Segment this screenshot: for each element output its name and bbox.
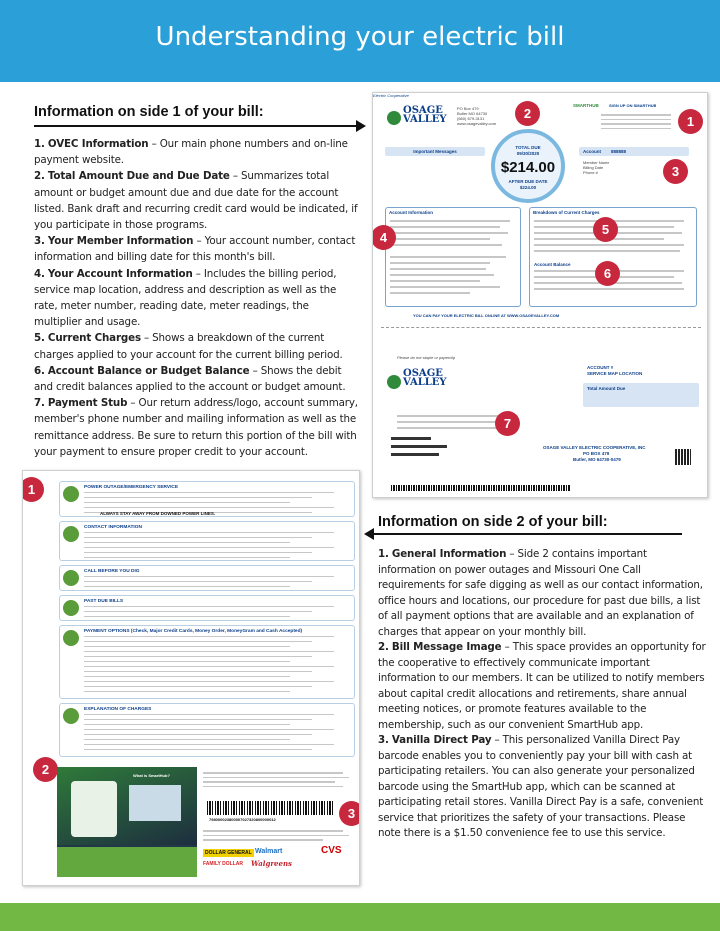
barcode-number: 798000023800007027320800000012: [209, 817, 276, 822]
stub-account-label: ACCOUNT #: [587, 365, 614, 370]
callout-badge-side2-1: 1: [22, 477, 44, 502]
side2-item-1: [378, 547, 706, 640]
bill1-smarthub-logo: SMARTHUB: [573, 103, 599, 108]
side1-item-3: [34, 233, 358, 265]
retailer-logos: [203, 845, 359, 883]
side1-item-2: [34, 168, 358, 233]
section-icon: [63, 526, 79, 542]
bill1-logo: OSAGE VALLEY: [403, 105, 447, 125]
vanilla-barcode: [207, 801, 335, 815]
page-title: Understanding your electric bill: [155, 22, 565, 52]
section-heading: CALL BEFORE YOU DIG: [84, 569, 140, 574]
callout-badge-7: 7: [495, 411, 520, 436]
item-number: 2.: [34, 170, 45, 183]
item-number: 5.: [34, 332, 45, 345]
bill1-logo-sub: Electric Cooperative: [373, 93, 409, 98]
item-title: Your Member Information: [47, 235, 194, 248]
vanilla-fine-print: [203, 827, 353, 841]
item-title: General Information: [391, 548, 507, 560]
side1-item-4: [34, 266, 358, 331]
item-number: 3.: [34, 235, 45, 248]
item-title: Current Charges: [47, 332, 141, 345]
cvs-logo: CVS: [321, 845, 342, 856]
item-title: Your Account Information: [47, 267, 193, 280]
remit-to: OSAGE VALLEY ELECTRIC COOPERATIVE, INC: [543, 445, 646, 450]
bill1-phones: [601, 111, 671, 129]
item-text: – Your account number, contact information and billing date for this month's bill.: [34, 235, 356, 264]
stub-total-bar: Total Amount Due: [583, 383, 699, 407]
bill2-section-5: [59, 625, 355, 699]
stub-notice: Please do not staple or paperclip: [397, 355, 456, 360]
page-header: [0, 0, 720, 82]
side1-arrow: [34, 125, 364, 127]
section-icon: [63, 570, 79, 586]
item-text: – Shows a breakdown of the current charges applied to your account for the current billing period.: [34, 332, 343, 361]
item-text: – Includes the billing period, service map location, address and description as well as the rate, meter number, reading date, meter readings, the multiplier and usage.: [34, 267, 337, 329]
item-number: 1.: [34, 138, 45, 150]
section-heading: PAST DUE BILLS: [84, 599, 124, 604]
total-due-circle: TOTAL DUE 09/30/2020 $214.00 AFTER DUE DATE $224.00: [491, 129, 565, 203]
stub-barcode: [391, 485, 571, 491]
section-heading: CONTACT INFORMATION: [84, 525, 142, 530]
remit-box: PO BOX 479: [583, 451, 610, 456]
account-info-box: Account Information: [385, 207, 521, 307]
stub-map-label: SERVICE MAP LOCATION: [587, 371, 643, 376]
item-number: 1.: [378, 548, 389, 560]
side1-item-6: [34, 363, 358, 395]
bill2-section-6: [59, 703, 355, 757]
family-dollar-logo: FAMILY DOLLAR: [203, 861, 244, 867]
side1-heading: Information on side 1 of your bill:: [34, 104, 264, 120]
bill1-footer-msg: YOU CAN PAY YOUR ELECTRIC BILL ONLINE AT WWW.OSAGEVALLEY.COM: [413, 313, 560, 318]
callout-badge-4: 4: [372, 225, 396, 250]
item-title: Bill Message Image: [391, 641, 502, 653]
walgreens-logo: Walgreens: [251, 859, 292, 868]
item-number: 3.: [378, 734, 389, 746]
stub-line-b: [391, 445, 447, 448]
stub-line-c: [391, 453, 439, 456]
side2-list: [378, 547, 706, 842]
section-heading: EXPLANATION OF CHARGES: [84, 707, 152, 712]
item-text: – Our main phone numbers and on-line payment website.: [34, 138, 348, 167]
item-text: – Shows the debit and credit balances applied to the account or budget amount.: [34, 364, 346, 394]
osage-logo-icon-stub: [387, 375, 401, 389]
callout-badge-side2-2: 2: [33, 757, 58, 782]
dollar-general-logo: DOLLAR GENERAL: [205, 850, 252, 856]
item-text: – Summarizes total amount or budget amount due and due date for the account listed. Bank draft and recurring credit card would be indicated, if you participate in those programs.: [34, 170, 358, 232]
bill-side1-image: [372, 92, 708, 498]
bill2-section-3: [59, 565, 355, 591]
section-icon: [63, 708, 79, 724]
callout-badge-3: 3: [663, 159, 688, 184]
side1-list: [34, 136, 358, 460]
qr-code-icon: [675, 449, 691, 465]
item-text: – Our return address/logo, account summary, member's phone number and mailing information as well as the remittance address. Be sure to return this portion of the bill with your payment to ensure proper credit to your account.: [34, 397, 358, 458]
bill1-amount: $214.00: [500, 159, 556, 176]
bill1-smarthub-label: SIGN UP ON SMARTHUB: [609, 103, 657, 108]
side1-item-5: [34, 330, 358, 362]
item-number: 2.: [378, 641, 389, 653]
side2-item-2: [378, 640, 706, 733]
callout-badge-2: 2: [515, 101, 540, 126]
item-text: – Side 2 contains important information on power outages and Missouri One Call requirements for safe digging as well as our contact information, office hours and locations, our procedure for past due bills, a list of all payment options that are available and an explanation of charges that appear on your monthly bill.: [378, 548, 703, 638]
walmart-logo: Walmart: [255, 848, 283, 855]
section-icon: [63, 486, 79, 502]
member-info: Member Name Billing Date Phone #: [583, 160, 610, 175]
osage-logo-icon: [387, 111, 401, 125]
side2-heading: Information on side 2 of your bill:: [378, 514, 608, 530]
stub-line-a: [391, 437, 431, 440]
account-bar: Account 888888: [579, 147, 689, 156]
phone-icon: [71, 781, 117, 837]
side2-arrow: [366, 533, 682, 535]
bill2-section-1: [59, 481, 355, 517]
side1-item-7: [34, 395, 358, 460]
section-icon: [63, 630, 79, 646]
current-charges-box: Breakdown of Current Charges Account Balance: [529, 207, 697, 307]
item-text: – This personalized Vanilla Direct Pay barcode enables you to conveniently pay your bill with cash at participating retailers. You can also generate your personalized barcode using the SmartHub app, which can be scanned at participating retail stores. Vanilla Direct Pay is a safe, convenient service that prioritizes the safety of your transactions. Please note there is a $1.50 convenience fee to use this service.: [378, 734, 704, 839]
item-number: 6.: [34, 364, 45, 377]
vanilla-direct-text: [203, 769, 353, 787]
smarthub-ad-image: What is SmartHub?: [57, 767, 197, 877]
laptop-icon: [129, 785, 181, 821]
bill2-section-4: [59, 595, 355, 621]
tear-line: [381, 327, 701, 328]
item-title: Account Balance or Budget Balance: [47, 364, 250, 377]
callout-badge-5: 5: [593, 217, 618, 242]
remit-city: Butler, MO 64730-0479: [573, 457, 621, 462]
callout-badge-side2-3: 3: [339, 801, 360, 826]
item-number: 4.: [34, 267, 45, 280]
item-text: – This space provides an opportunity for the cooperative to effectively communicate important information to our members. It can be utilized to notify members about capital credit allocations and retirements, share annual meeting notices, or promote features available to the membership, such as our convenient SmartHub app.: [378, 641, 706, 731]
bill1-address: PO Box 479 Butler MO 64730 (660) 679-3131 www.osagevalley.com: [457, 106, 497, 126]
item-number: 7.: [34, 397, 45, 410]
section-icon: [63, 600, 79, 616]
item-title: OVEC Information: [47, 138, 149, 150]
section-heading: PAYMENT OPTIONS (Check, Major Credit Cards, Money Order, MoneyGram and Cash Accepted): [84, 629, 303, 634]
side2-item-3: [378, 733, 706, 842]
callout-badge-1: 1: [678, 109, 703, 134]
section-heading: POWER OUTAGE/EMERGENCY SERVICE: [84, 485, 179, 490]
item-title: Total Amount Due and Due Date: [47, 170, 230, 183]
power-line-warning: ALWAYS STAY AWAY FROM DOWNED POWER LINES.: [100, 511, 216, 516]
bill2-section-2: [59, 521, 355, 561]
item-title: Vanilla Direct Pay: [391, 734, 492, 746]
callout-badge-6: 6: [595, 261, 620, 286]
bill-side2-image: [22, 470, 360, 886]
side1-item-1: [34, 136, 358, 168]
bill1-stub-logo: OSAGE VALLEY: [403, 368, 447, 388]
page-footer: [0, 903, 720, 931]
item-title: Payment Stub: [47, 397, 128, 410]
important-messages-bar: Important Messages: [385, 147, 485, 156]
